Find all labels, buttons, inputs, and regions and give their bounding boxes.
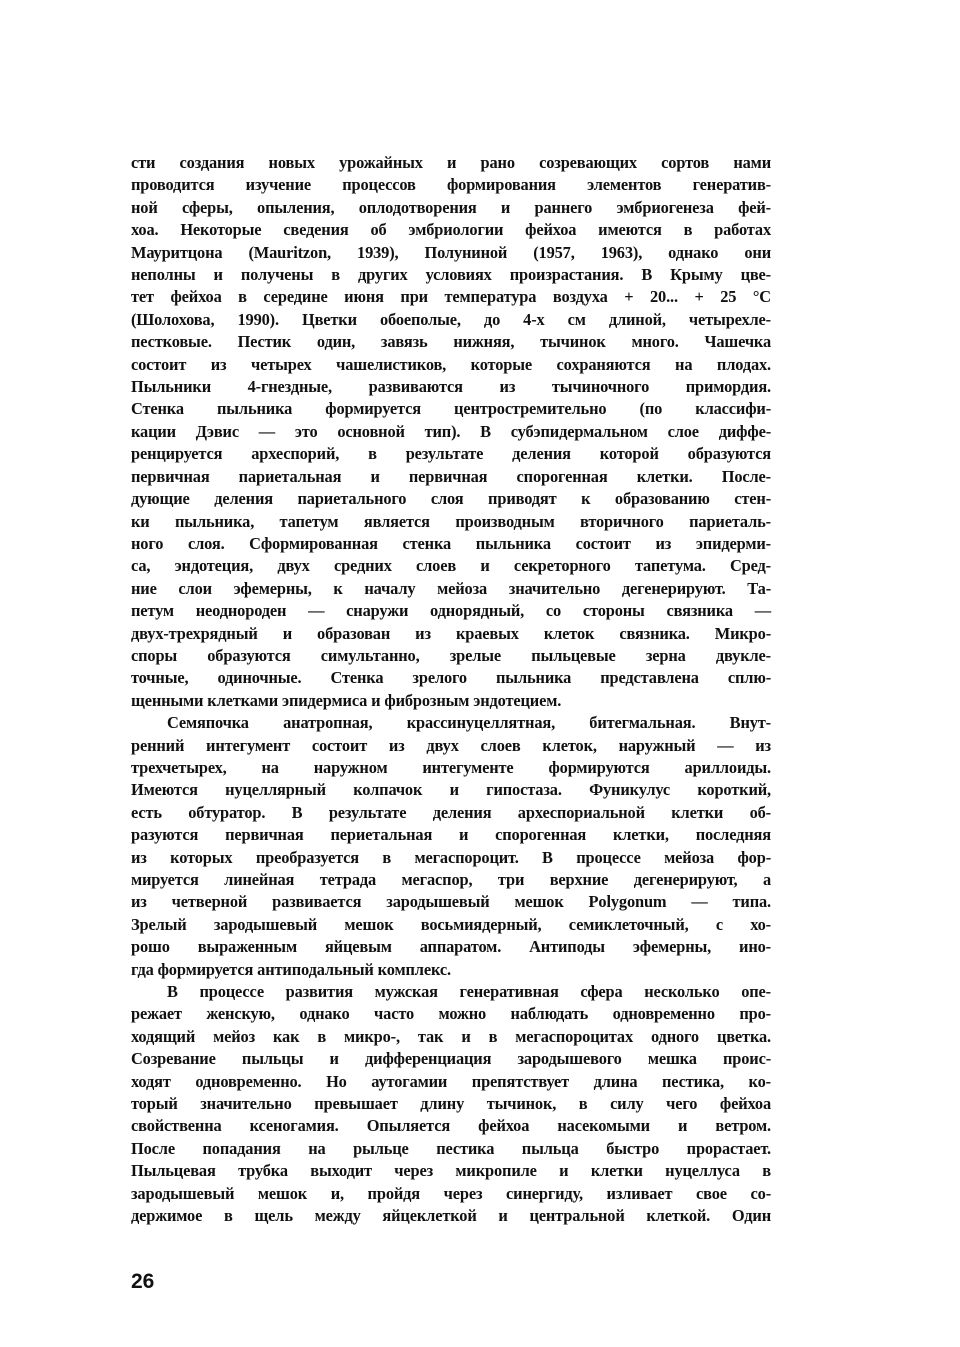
text-line: В процессе развития мужская генеративная сфера несколько опе- <box>167 982 771 1002</box>
text-line: Зрелый зародышевый мешок восьмиядерный, семиклеточный, с хо- <box>131 914 771 934</box>
text-line: ного слоя. Сформированная стенка пыльника состоит из эпидерми- <box>131 533 771 553</box>
text-line: гда формируется антиподальный комплекс. <box>131 959 451 979</box>
text-line: ной сферы, опыления, оплодотворения и раннего эмбриогенеза фей- <box>131 197 771 217</box>
text-line: мируется линейная тетрада мегаспор, три верхние дегенерируют, а <box>131 870 771 889</box>
text-line: рошо выраженным яйцевым аппаратом. Антиподы эфемерны, ино- <box>131 937 771 957</box>
text-line: разуются первичная периетальная и спорогенная клетки, последняя <box>131 825 771 845</box>
text-line: ренний интегумент состоит из двух слоев клеток, наружный — из <box>131 735 771 755</box>
text-line: ренцируется археспорий, в результате деления которой образуются <box>131 444 771 464</box>
page-number: 26 <box>131 1270 155 1293</box>
text-line: ние слои эфемерны, к началу мейоза значительно дегенерируют. Та- <box>131 578 771 598</box>
text-line: зародышевый мешок и, пройдя через синергиду, изливает свое со- <box>131 1183 771 1203</box>
text-line: (Шолохова, 1990). Цветки обоеполые, до 4-х см длиной, четырехле- <box>131 309 771 329</box>
text-line: неполны и получены в других условиях произрастания. В Крыму цве- <box>131 265 771 285</box>
text-line: Созревание пыльцы и дифференциация зародышевого мешка проис- <box>131 1049 771 1069</box>
text-line: сти создания новых урожайных и рано созревающих сортов нами <box>131 153 771 172</box>
text-line: Семяпочка анатропная, крассинуцеллятная, битегмальная. Внут- <box>167 713 771 733</box>
text-line: точные, одиночные. Стенка зрелого пыльника представлена сплю- <box>131 668 771 688</box>
text-line: есть обтуратор. В результате деления археспориальной клетки об- <box>131 802 771 822</box>
text-line: петум неоднороден — снаружи однорядный, со стороны связника — <box>131 601 771 621</box>
text-line: из которых преобразуется в мегаспороцит. В процессе мейоза фор- <box>131 847 771 867</box>
body-text <box>131 152 771 1228</box>
text-line: первичная париетальная и первичная спорогенная клетки. После- <box>131 466 771 486</box>
text-line: проводится изучение процессов формирования элементов генератив- <box>131 175 771 195</box>
text-line: щенными клетками эпидермиса и фиброзным эндотецием. <box>131 690 562 710</box>
text-line: двух-трехрядный и образован из краевых клеток связника. Микро- <box>131 623 771 643</box>
paragraph <box>131 152 771 712</box>
text-line: ки пыльника, тапетум является производным вторичного париеталь- <box>131 511 771 531</box>
text-line: споры образуются симультанно, зрелые пыльцевые зерна двукле- <box>131 645 771 665</box>
text-line: Пыльники 4-гнездные, развиваются из тычиночного примордия. <box>131 377 771 397</box>
text-line: Пыльцевая трубка выходит через микропиле и клетки нуцеллуса в <box>131 1161 771 1181</box>
text-line: пестковые. Пестик один, завязь нижняя, тычинок много. Чашечка <box>131 332 771 352</box>
text-line: режает женскую, однако часто можно наблюдать одновременно про- <box>131 1004 771 1024</box>
text-line: Мауритцона (Mauritzon, 1939), Полуниной (1957, 1963), однако они <box>131 242 771 262</box>
text-line: состоит из четырех чашелистиков, которые сохраняются на плодах. <box>131 354 771 374</box>
text-line: ходящий мейоз как в микро-, так и в мегаспороцитах одного цветка. <box>131 1026 771 1046</box>
text-line: са, эндотеция, двух средних слоев и секреторного тапетума. Сред- <box>131 556 771 576</box>
text-line: из четверной развивается зародышевый мешок Polygonum — типа. <box>131 892 771 912</box>
text-line: дующие деления париетального слоя приводят к образованию стен- <box>131 489 771 509</box>
paragraph <box>131 712 771 981</box>
text-line: держимое в щель между яйцеклеткой и центральной клеткой. Один <box>131 1206 771 1226</box>
text-line: трехчетырех, на наружном интегументе формируются ариллоиды. <box>131 757 771 777</box>
text-line: тет фейхоа в середине июня при температура воздуха + 20... + 25 °С <box>131 287 771 307</box>
text-line: ходят одновременно. Но аутогамии препятствует длина пестика, ко- <box>131 1071 771 1091</box>
text-line: кации Дэвис — это основной тип). В субэпидермальном слое диффе- <box>131 421 771 441</box>
text-line: После попадания на рыльце пестика пыльца быстро прорастает. <box>131 1138 771 1158</box>
text-line: хоа. Некоторые сведения об эмбриологии фейхоа имеются в работах <box>131 220 771 240</box>
text-line: торый значительно превышает длину тычинок, в силу чего фейхоа <box>131 1094 771 1114</box>
text-line: Имеются нуцеллярный колпачок и гипостаза. Фуникулус короткий, <box>131 780 771 800</box>
paragraph <box>131 981 771 1227</box>
text-line: Стенка пыльника формируется центростремительно (по классифи- <box>131 399 771 419</box>
text-line: свойственна ксеногамия. Опыляется фейхоа насекомыми и ветром. <box>131 1116 771 1136</box>
